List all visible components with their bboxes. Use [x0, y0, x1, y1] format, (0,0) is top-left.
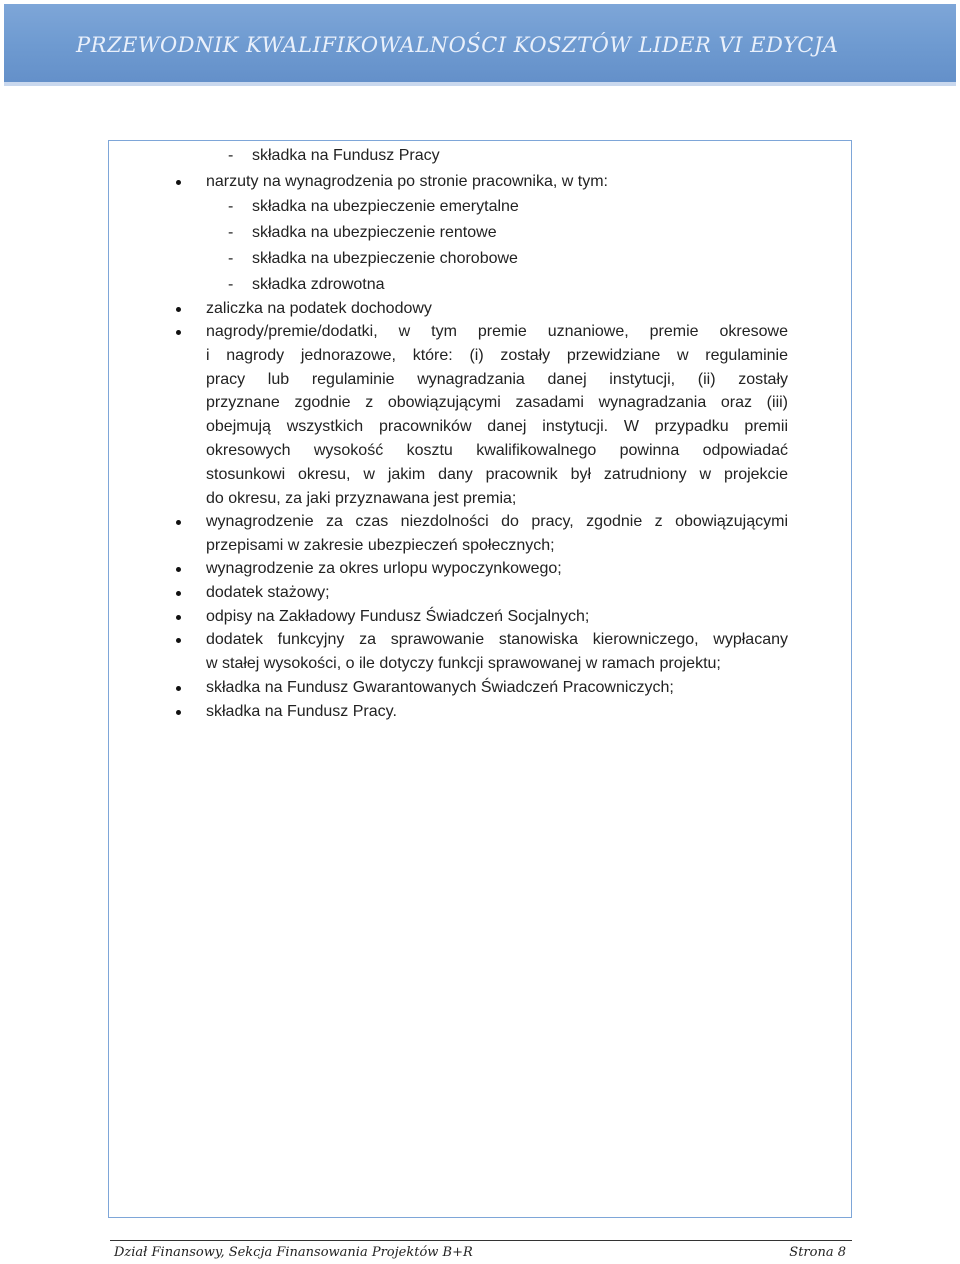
paragraph-line: przyznane zgodnie z obowiązującymi zasadami wynagradzania oraz (iii)	[206, 394, 788, 411]
header-banner	[4, 4, 956, 86]
dash-marker: -	[228, 198, 234, 215]
paragraph-line: stosunkowi okresu, w jakim dany pracownik był zatrudniony w projekcie	[206, 466, 788, 483]
bullet-icon	[176, 638, 181, 643]
dash-marker: -	[228, 276, 234, 293]
bullet-icon	[176, 686, 181, 691]
paragraph-line: wynagrodzenie za czas niezdolności do pracy, zgodnie z obowiązującymi	[206, 513, 788, 530]
paragraph-line: przepisami w zakresie ubezpieczeń społecznych;	[206, 537, 555, 554]
page-number: Strona 8	[789, 1245, 846, 1260]
list-item-text: składka na ubezpieczenie emerytalne	[252, 198, 519, 215]
paragraph-line: i nagrody jednorazowe, które: (i) zostały przewidziane w regulaminie	[206, 347, 788, 364]
bullet-icon	[176, 180, 181, 185]
list-item-text: wynagrodzenie za okres urlopu wypoczynkowego;	[206, 560, 562, 577]
paragraph-line: pracy lub regulaminie wynagradzania danej instytucji, (ii) zostały	[206, 371, 788, 388]
document-title: PRZEWODNIK KWALIFIKOWALNOŚCI KOSZTÓW LIDER VI EDYCJA	[76, 33, 839, 57]
paragraph-line: w stałej wysokości, o ile dotyczy funkcji sprawowanej w ramach projektu;	[206, 655, 721, 672]
dash-marker: -	[228, 147, 234, 164]
paragraph-line: obejmują wszystkich pracowników danej instytucji. W przypadku premii	[206, 418, 788, 435]
list-item-text: składka na Fundusz Gwarantowanych Świadczeń Pracowniczych;	[206, 679, 674, 696]
list-item-text: składka na Fundusz Pracy	[252, 147, 440, 164]
footer-department: Dział Finansowy, Sekcja Finansowania Projektów B+R	[114, 1245, 473, 1260]
bullet-icon	[176, 330, 181, 335]
footer-divider	[110, 1240, 852, 1241]
list-item-text: zaliczka na podatek dochodowy	[206, 300, 432, 317]
bullet-icon	[176, 567, 181, 572]
list-item-text: składka na ubezpieczenie chorobowe	[252, 250, 518, 267]
bullet-icon	[176, 615, 181, 620]
bullet-icon	[176, 710, 181, 715]
bullet-icon	[176, 591, 181, 596]
list-item-text: składka zdrowotna	[252, 276, 385, 293]
list-item-text: odpisy na Zakładowy Fundusz Świadczeń Socjalnych;	[206, 608, 590, 625]
paragraph-line: okresowych wysokość kosztu kwalifikowalnego powinna odpowiadać	[206, 442, 788, 459]
paragraph-line: do okresu, za jaki przyznawana jest premia;	[206, 490, 517, 507]
bullet-icon	[176, 520, 181, 525]
paragraph-line: dodatek funkcyjny za sprawowanie stanowiska kierowniczego, wypłacany	[206, 631, 788, 648]
list-item-text: składka na ubezpieczenie rentowe	[252, 224, 497, 241]
dash-marker: -	[228, 224, 234, 241]
list-item-text: składka na Fundusz Pracy.	[206, 703, 397, 720]
paragraph-line: nagrody/premie/dodatki, w tym premie uznaniowe, premie okresowe	[206, 323, 788, 340]
list-item-text: dodatek stażowy;	[206, 584, 330, 601]
bullet-icon	[176, 307, 181, 312]
list-item-text: narzuty na wynagrodzenia po stronie pracownika, w tym:	[206, 173, 608, 190]
dash-marker: -	[228, 250, 234, 267]
